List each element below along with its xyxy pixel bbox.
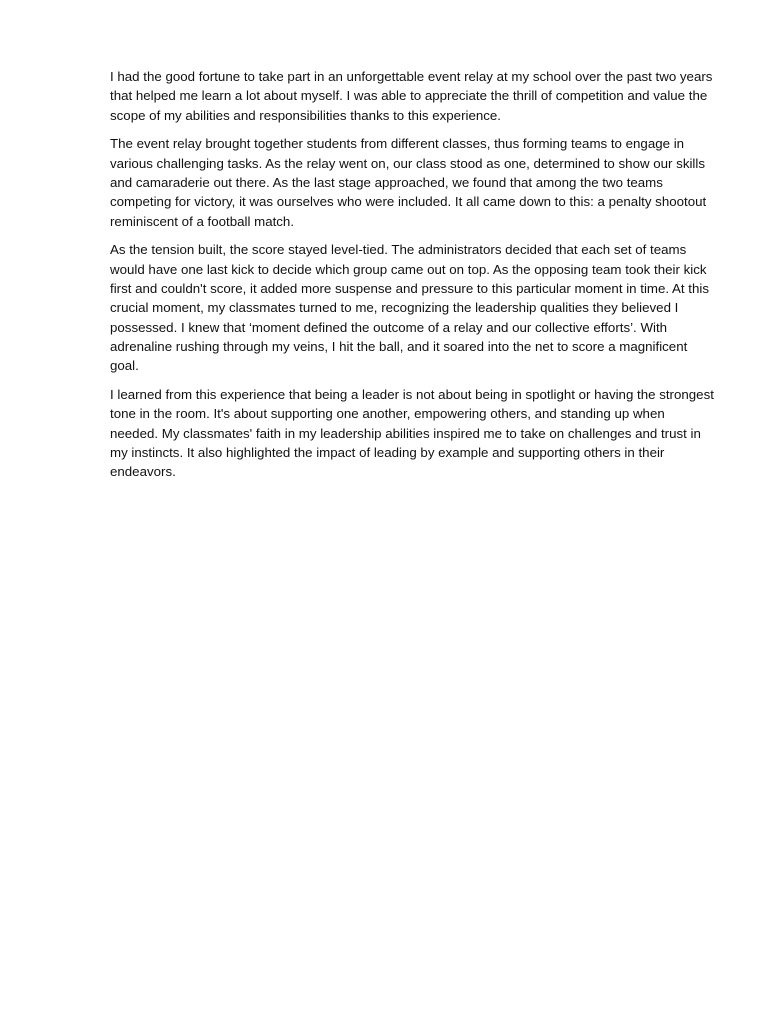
paragraph-3: As the tension built, the score stayed level-tied. The administrators decided that each set of teams would have one last kick to decide which group came out on top. As the opposing team took their kick first and couldn't score, it added more suspense and pressure to this particular moment in time. At this crucial moment, my classmates turned to me, recognizing the leadership qualities they believed I possessed. I knew that ‘moment defined the outcome of a relay and our collective efforts’. With adrenaline rushing through my veins, I hit the ball, and it soared into the net to score a magnificent goal. — [110, 242, 709, 374]
paragraph-4: I learned from this experience that being a leader is not about being in spotlight or having the strongest tone in the room. It's about supporting one another, empowering others, and standing up when needed. My classmates' faith in my leadership abilities inspired me to take on challenges and trust in my instincts. It also highlighted the impact of leading by example and supporting others in their endeavors. — [110, 386, 714, 480]
paragraph-1: I had the good fortune to take part in an unforgettable event relay at my school over the past two years that helped me learn a lot about myself. I was able to appreciate the thrill of competition and value the scope of my abilities and responsibilities thanks to this experience. — [110, 69, 713, 123]
paragraph-2: The event relay brought together students from different classes, thus forming teams to engage in various challenging tasks. As the relay went on, our class stood as one, determined to show our skills and camaraderie out there. As the last stage approached, we found that among the two teams competing for victory, it was ourselves who were included. It all came down to this: a penalty shootout reminiscent of a football match. — [110, 136, 707, 229]
document-page — [110, 67, 714, 491]
